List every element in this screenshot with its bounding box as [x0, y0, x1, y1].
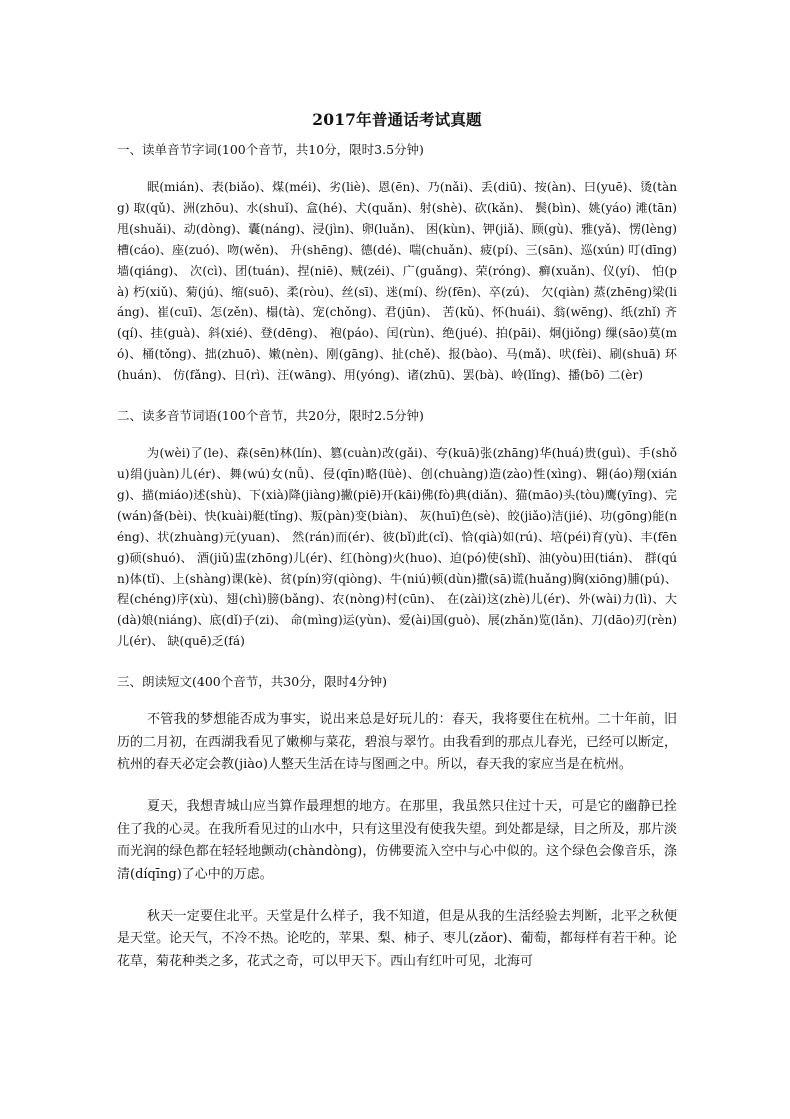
document-title: 2017年普通话考试真题 — [312, 110, 482, 129]
multi-syllable-word-list: 为(wèi)了(le)、森(sēn)林(lín)、篡(cuàn)改(gǎi)、夸(kuā)张(zhāng)华(huá)贵(guì)、手(shǒu)绢(juàn)儿(ér)、舞(wú)女(nǚ)、侵(qīn)略(lüè)、创(chuàng)造(zào)性(xìng)、翱(áo)翔(xiáng)、描(miáo)述(shù)、下(xià)降(jiàng)撇(piē)开(kāi)佛(fò)典(diǎn)、猫(māo)头(tòu)鹰(yīng)、完(wán)备(bèi)、快(kuài)艇(tǐng)、叛(pàn)变(biàn)、 灰(huī)色(sè)、皎(jiǎo)洁(jié)、功(gōng)能(néng)、状(zhuàng)元(yuan)、 然(rán)而(ér)、彼(bǐ)此(cǐ)、恰(qià)如(rú)、培(péi)育(yù)、丰(fēng)硕(shuó)、 酒(jiǔ)盅(zhōng)儿(ér)、红(hòng)火(huo)、迫(pó)使(shǐ)、油(yòu)田(tián)、 群(qún)体(tǐ)、上(shàng)课(kè)、贫(pín)穷(qiòng)、牛(niú)顿(dùn)撒(sā)谎(huǎng)胸(xiōng)脯(pú)、程(chéng)序(xù)、翅(chì)膀(bǎng)、农(nòng)村(cūn)、 在(zài)这(zhè)儿(ér)、外(wài)力(lì)、大(dà)娘(niáng)、底(dǐ)子(zi)、 命(mìng)运(yùn)、爱(ài)国(guò)、展(zhǎn)览(lǎn)、刀(dāo)刃(rèn)儿(ér)、 缺(quē)乏(fá) — [117, 446, 677, 649]
section-heading-single-syllable: 一、读单音节字词(100个音节，共10分，限时3.5分钟) — [117, 142, 424, 157]
passage-paragraph-autumn: 秋天一定要住北平。天堂是什么样子，我不知道，但是从我的生活经验去判断，北平之秋便是天堂。论天气，不冷不热。论吃的，苹果、梨、柿子、枣儿(zǎor)、葡萄，都每样有若干种。论花草，菊花种类之多，花式之奇，可以甲天下。西山有红叶可见，北海可 — [117, 908, 677, 969]
passage-paragraph-summer: 夏天，我想青城山应当算作最理想的地方。在那里，我虽然只住过十天，可是它的幽静已拴住了我的心灵。在我所看见过的山水中，只有这里没有使我失望。到处都是绿，目之所及，那片淡而光润的绿色都在轻轻地颤动(chàndòng)，仿佛要流入空中与心中似的。这个绿色会像音乐，涤清(díqīng)了心中的万虑。 — [117, 799, 677, 882]
section-heading-multi-syllable: 二、读多音节词语(100个音节，共20分，限时2.5分钟) — [117, 408, 424, 424]
single-syllable-word-list: 眠(mián)、表(biǎo)、煤(méi)、劣(liè)、恩(ēn)、乃(nǎi)、丢(diū)、按(àn)、曰(yuē)、烫(tàng) 取(qǔ)、洲(zhōu)、水(shuǐ)、盒(hé)、犬(quǎn)、射(shè)、砍(kǎn)、 鬓(bìn)、姚(yáo) 滩(tān)甩(shuǎi)、动(dòng)、囊(náng)、浸(jìn)、卵(luǎn)、 困(kùn)、钾(jiǎ)、顾(gù)、雅(yǎ)、愣(lèng) 槽(cáo)、座(zuó)、吻(wěn)、 升(shēng)、德(dé)、喘(chuǎn)、疲(pí)、三(sān)、巡(xún) 叮(dīng)墙(qiáng)、 次(cì)、团(tuán)、捏(niē)、贼(zéi)、广(guǎng)、荣(róng)、癣(xuǎn)、仪(yí)、 怕(pà) 朽(xiǔ)、菊(jú)、缩(suō)、柔(ròu)、丝(sī)、迷(mí)、纷(fēn)、卒(zú)、 欠(qiàn) 蒸(zhēng)梁(liáng)、崔(cuī)、怎(zěn)、榻(tà)、宠(chǒng)、君(jūn)、 苦(kǔ)、怀(huái)、翁(wēng)、纸(zhǐ) 齐(qí)、挂(guà)、斜(xié)、登(dēng)、 袍(páo)、闰(rùn)、绝(jué)、拍(pāi)、炯(jiǒng) 缫(sāo)莫(mó)、桶(tǒng)、拙(zhuō)、嫩(nèn)、刚(gāng)、扯(chě)、报(bào)、马(mǎ)、吠(fèi)、刷(shuā) 环(huán)、 仿(fǎng)、日(rì)、汪(wāng)、用(yóng)、诸(zhū)、罢(bà)、岭(lǐng)、播(bō) 二(èr) — [117, 180, 677, 383]
passage-paragraph-spring: 不管我的梦想能否成为事实，说出来总是好玩儿的：春天，我将要住在杭州。二十年前，旧历的二月初，在西湖我看见了嫩柳与菜花，碧浪与翠竹。由我看到的那点儿春光，已经可以断定，杭州的春天必定会教(jiào)人整天生活在诗与图画之中。所以，春天我的家应当是在杭州。 — [117, 712, 677, 772]
document-page — [117, 100, 677, 993]
section-heading-reading-passage: 三、朗读短文(400个音节，共30分，限时4分钟) — [117, 674, 387, 690]
